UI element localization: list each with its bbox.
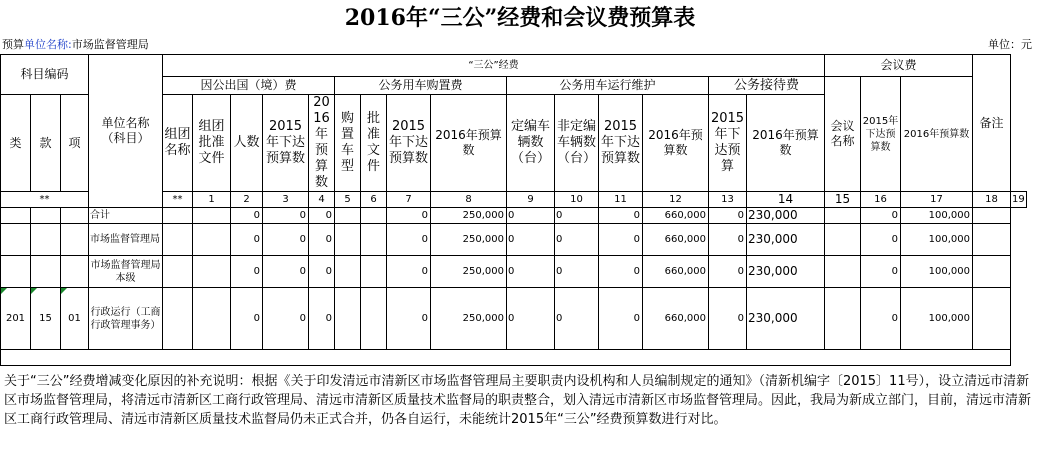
purchase-2015-cell: 0 <box>387 288 431 350</box>
nonfixed-cars-cell: 0 <box>555 208 599 224</box>
persons-header: 人数 <box>231 95 263 192</box>
car-purchase-header: 公务用车购置费 <box>335 77 507 95</box>
run-2015-header: 2015年下达预算数 <box>599 95 643 192</box>
index-cell: 14 <box>747 192 825 208</box>
empty-cell <box>825 288 861 350</box>
abroad-2016-header: 2016年预算数 <box>309 95 335 192</box>
persons-cell: 0 <box>231 288 263 350</box>
recv-2015-cell: 0 <box>709 224 747 256</box>
meeting-2015-cell: 0 <box>861 256 901 288</box>
purchase-2016-cell: 250,000 <box>431 224 507 256</box>
lei-cell: 201 <box>1 288 31 350</box>
purchase-2016-cell: 250,000 <box>431 208 507 224</box>
run-2015-cell: 0 <box>599 256 643 288</box>
meeting-name-header: 会议名称 <box>825 77 861 192</box>
unit-name-cell: 市场监督管理局 <box>89 224 163 256</box>
sheet-title: 2016年“三公”经费和会议费预算表 <box>344 5 696 31</box>
group-name-header: 组团名称 <box>163 95 193 192</box>
index-cell: 5 <box>335 192 361 208</box>
recv-2015-cell: 0 <box>709 288 747 350</box>
kuan-cell <box>31 224 61 256</box>
index-cell: 1 <box>193 192 231 208</box>
lei-cell <box>1 208 31 224</box>
index-cell: 12 <box>643 192 709 208</box>
purchase-2016-cell: 250,000 <box>431 256 507 288</box>
persons-cell: 0 <box>231 256 263 288</box>
empty-cell <box>163 256 193 288</box>
xiang-cell: 01 <box>61 288 89 350</box>
lei-cell <box>1 224 31 256</box>
index-cell: 9 <box>507 192 555 208</box>
index-cell: 7 <box>387 192 431 208</box>
org-label: 单位名称: <box>24 38 72 51</box>
fixed-cars-cell: 0 <box>507 288 555 350</box>
abroad-2015-cell: 0 <box>263 256 309 288</box>
fixed-cars-cell: 0 <box>507 224 555 256</box>
unit-label: 单位：元 <box>988 38 1032 51</box>
empty-cell <box>335 208 361 224</box>
group-doc-header: 组团批准文件 <box>193 95 231 192</box>
table-row <box>1 224 1027 256</box>
meeting-2016-cell: 100,000 <box>901 288 973 350</box>
unit-row <box>0 36 1040 54</box>
index-cell: ** <box>163 192 193 208</box>
recv-2015-header: 2015年下达预算 <box>709 95 747 192</box>
lei-cell <box>1 256 31 288</box>
nonfixed-cars-header: 非定编车辆数（台） <box>555 95 599 192</box>
org-name: 市场监督管理局 <box>71 38 149 51</box>
persons-cell: 0 <box>231 224 263 256</box>
recv-2016-cell: 230,000 <box>747 288 825 350</box>
recv-2016-cell: 230,000 <box>747 224 825 256</box>
recv-2016-cell: 230,000 <box>747 208 825 224</box>
abroad-header: 因公出国（境）费 <box>163 77 335 95</box>
empty-cell <box>335 288 361 350</box>
empty-cell <box>973 256 1011 288</box>
table-row <box>1 256 1027 288</box>
recv-2015-cell: 0 <box>709 208 747 224</box>
unit-name-cell: 市场监督管理局本级 <box>89 256 163 288</box>
purchase-2015-header: 2015年下达预算数 <box>387 95 431 192</box>
index-cell: 18 <box>973 192 1011 208</box>
purchase-2015-cell: 0 <box>387 208 431 224</box>
index-cell: 15 <box>825 192 861 208</box>
abroad-2015-cell: 0 <box>263 288 309 350</box>
table-row <box>1 288 1027 350</box>
abroad-2016-cell: 0 <box>309 256 335 288</box>
kuan-header: 款 <box>31 95 61 192</box>
run-2016-cell: 660,000 <box>643 224 709 256</box>
abroad-2015-header: 2015年下达预算数 <box>263 95 309 192</box>
meeting-2016-cell: 100,000 <box>901 208 973 224</box>
reception-header: 公务接待费 <box>709 77 825 95</box>
empty-cell <box>973 208 1011 224</box>
fixed-cars-cell: 0 <box>507 256 555 288</box>
xiang-cell <box>61 256 89 288</box>
index-cell: 6 <box>361 192 387 208</box>
abroad-2015-cell: 0 <box>263 208 309 224</box>
index-cell: 16 <box>861 192 901 208</box>
unit-name-cell: 行政运行（工商行政管理事务） <box>89 288 163 350</box>
abroad-2016-cell: 0 <box>309 224 335 256</box>
empty-cell <box>361 256 387 288</box>
meeting-2016-cell: 100,000 <box>901 256 973 288</box>
xiang-header: 项 <box>61 95 89 192</box>
empty-cell <box>973 288 1011 350</box>
org-prefix: 预算 <box>2 38 24 51</box>
empty-cell <box>163 288 193 350</box>
run-2015-cell: 0 <box>599 208 643 224</box>
meeting-2016-cell: 100,000 <box>901 224 973 256</box>
xiang-cell <box>61 208 89 224</box>
explanation-note: 关于“三公”经费增减变化原因的补充说明：根据《关于印发清远市清新区市场监督管理局主要职责内设机构和人员编制规定的通知》（清新机编字〔2015〕11号），设立清远市清新区市场监督管理局，将清远市清新区工商行政管理局、清远市清新区质量技术监督局的职责整合，划入清远市清新区市场监督管理局。因此，我局为新成立部门，目前，清远市清新区工商行政管理局、清远市清新区质量技术监督局仍未正式合并，仍各自运行，未能统计2015年“三公”经费预算数进行对比。 <box>4 374 1032 427</box>
empty-cell <box>163 208 193 224</box>
car-run-header: 公务用车运行维护 <box>507 77 709 95</box>
empty-cell <box>361 288 387 350</box>
meeting-2015-cell: 0 <box>861 224 901 256</box>
recv-2016-header: 2016年预算数 <box>747 95 825 192</box>
header-row-1 <box>1 55 1027 77</box>
car-type-header: 购置车型 <box>335 95 361 192</box>
index-cell: 2 <box>231 192 263 208</box>
xiang-cell <box>61 224 89 256</box>
meeting-2015-cell: 0 <box>861 288 901 350</box>
empty-cell <box>335 224 361 256</box>
purchase-2015-cell: 0 <box>387 256 431 288</box>
index-cell: 13 <box>709 192 747 208</box>
index-cell: ** <box>1 192 89 208</box>
empty-cell <box>825 224 861 256</box>
index-cell: 3 <box>263 192 309 208</box>
run-2015-cell: 0 <box>599 224 643 256</box>
run-2015-cell: 0 <box>599 288 643 350</box>
index-cell: 10 <box>555 192 599 208</box>
budget-table <box>0 54 1027 366</box>
meeting-2015-cell: 0 <box>861 208 901 224</box>
index-cell: 19 <box>1011 192 1027 208</box>
index-cell: 11 <box>599 192 643 208</box>
run-2016-cell: 660,000 <box>643 208 709 224</box>
meeting-2015-header: 2015年下达预算数 <box>861 77 901 192</box>
kuan-cell: 15 <box>31 288 61 350</box>
fixed-cars-cell: 0 <box>507 208 555 224</box>
empty-cell <box>193 208 231 224</box>
empty-cell <box>335 256 361 288</box>
kuan-cell <box>31 256 61 288</box>
run-2016-header: 2016年预算数 <box>643 95 709 192</box>
empty-cell <box>361 208 387 224</box>
blank-row-cell <box>1 350 1011 366</box>
abroad-2016-cell: 0 <box>309 288 335 350</box>
empty-cell <box>193 224 231 256</box>
purchase-2016-cell: 250,000 <box>431 288 507 350</box>
lei-header: 类 <box>1 95 31 192</box>
persons-cell: 0 <box>231 208 263 224</box>
empty-cell <box>163 224 193 256</box>
remark-header: 备注 <box>973 55 1011 192</box>
index-cell: 17 <box>901 192 973 208</box>
kuan-cell <box>31 208 61 224</box>
sangong-header: “三公”经费 <box>163 55 825 77</box>
unit-name-header: 单位名称（科目） <box>89 55 163 208</box>
recv-2016-cell: 230,000 <box>747 256 825 288</box>
fixed-cars-header: 定编车辆数（台） <box>507 95 555 192</box>
org-info <box>2 36 149 54</box>
nonfixed-cars-cell: 0 <box>555 288 599 350</box>
meeting-header: 会议费 <box>825 55 973 77</box>
index-cell: 8 <box>431 192 507 208</box>
abroad-2015-cell: 0 <box>263 224 309 256</box>
table-row <box>1 208 1027 224</box>
empty-cell <box>361 224 387 256</box>
table-row <box>1 350 1027 366</box>
nonfixed-cars-cell: 0 <box>555 256 599 288</box>
empty-cell <box>193 288 231 350</box>
empty-cell <box>825 256 861 288</box>
purchase-2015-cell: 0 <box>387 224 431 256</box>
run-2016-cell: 660,000 <box>643 288 709 350</box>
empty-cell <box>193 256 231 288</box>
car-doc-header: 批准文件 <box>361 95 387 192</box>
empty-cell <box>825 208 861 224</box>
index-cell: 4 <box>309 192 335 208</box>
recv-2015-cell: 0 <box>709 256 747 288</box>
unit-name-cell: 合计 <box>89 208 163 224</box>
subject-code-header: 科目编码 <box>1 55 89 95</box>
empty-cell <box>973 224 1011 256</box>
run-2016-cell: 660,000 <box>643 256 709 288</box>
purchase-2016-header: 2016年预算数 <box>431 95 507 192</box>
abroad-2016-cell: 0 <box>309 208 335 224</box>
meeting-2016-header: 2016年预算数 <box>901 77 973 192</box>
nonfixed-cars-cell: 0 <box>555 224 599 256</box>
